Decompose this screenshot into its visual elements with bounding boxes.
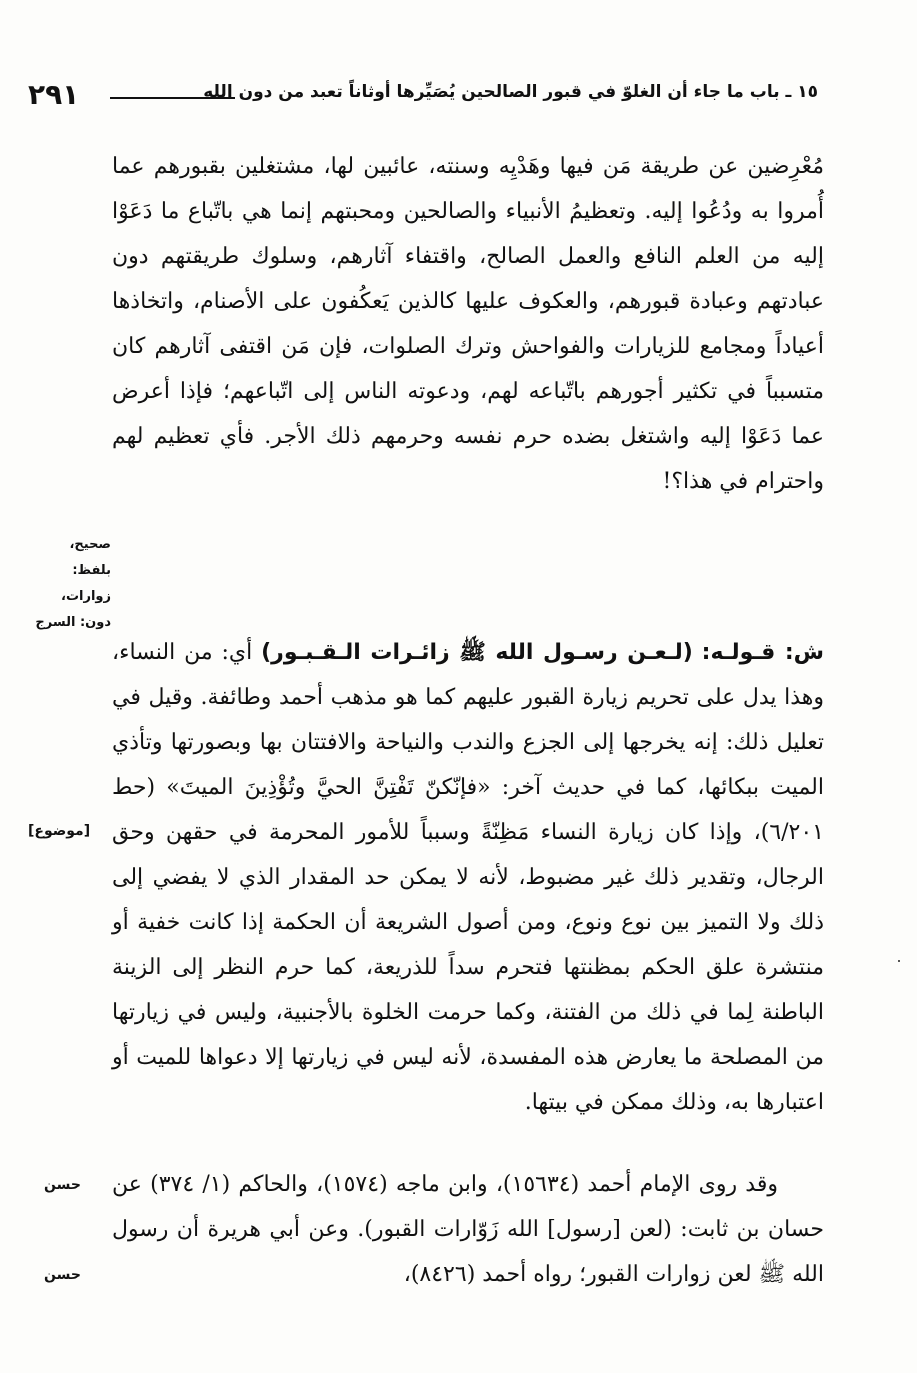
page-number: ٢٩١ — [28, 78, 80, 111]
hadith-quote: (لـعـن رسـول الله ﷺ زائـرات الـقـبـور) — [261, 640, 693, 665]
margin-speck — [898, 960, 900, 962]
paragraph-explanation — [112, 630, 824, 1125]
paragraph-narrations — [112, 1162, 824, 1297]
paragraph-text: مُعْرِضين عن طريقة مَن فيها وهَدْيِه وسنته، عائبين لها، مشتغلين بقبورهم عما أُمروا به ودُعُوا إليه. وتعظيمُ الأنبياء والصالحين ومحبتهم إنما هي باتّباع ما دَعَوْا إليه من العلم النافع والعمل الصالح، واقتفاء آثارهم، وسلوك طريقتهم دون عبادتهم وعبادة قبورهم، والعكوف عليها كالذين يَعكُفون على الأصنام، واتخاذها أعياداً ومجامع للزيارات والفواحش وترك الصلوات، فإن مَن اقتفى آثارهم كان متسبباً في تكثير أجورهم باتّباعه لهم، ودعوته الناس إلى اتّباعهم؛ فإذا أعرض عما دَعَوْا إليه واشتغل بضده حرم نفسه وحرمهم ذلك الأجر. فأي تعظيم لهم واحترام في هذا؟! — [112, 154, 824, 494]
paragraph-text: أي: من النساء، وهذا يدل على تحريم زيارة القبور عليهم كما هو مذهب أحمد وطائفة. وقيل في تعليل ذلك: إنه يخرجها إلى الجزع والندب والنياحة والافتتان بها وبصورتها وتأذي الميت ببكائها، كما في حديث آخر: «فإنّكنّ تَفْتِنَّ الحيَّ وتُؤْذِينَ الميتَ» (حط ٦/٢٠١)، وإذا كان زيارة النساء مَظِنّةً وسبباً للأمور المحرمة في حقهن وحق الرجال، وتقدير ذلك غير مضبوط، لأنه لا يمكن حد المقدار الذي لا يفضي إلى ذلك ولا التميز بين نوع ونوع، ومن أصول الشريعة أن الحكمة إذا كانت خفية أو منتشرة علق الحكم بمظنتها فتحرم سداً للذريعة، كما حرم النظر إلى الزينة الباطنة لِما في ذلك من الفتنة، وكما حرمت الخلوة بالأجنبية، وليس في زيارتها من المصلحة ما يعارض هذه المفسدة، لأنه ليس في زيارتها إلا دعواها للميت أو اعتبارها به، وذلك ممكن في بيتها. — [112, 640, 824, 1115]
paragraph-text: وقد روى الإمام أحمد (١٥٦٣٤)، وابن ماجه (١٥٧٤)، والحاكم (١/ ٣٧٤) عن حسان بن ثابت: (لعن [رسول] الله زَوّارات القبور). وعن أبي هريرة أن رسول الله ﷺ لعن زوارات القبور؛ رواه أحمد (٨٤٢٦)، — [112, 1172, 824, 1287]
grade-mawdu-note: [موضوع] — [28, 823, 91, 839]
grade-hasan-note-2: حسن — [44, 1267, 81, 1283]
explanation-lead: ش: قـولـه: — [701, 640, 825, 665]
running-title: ١٥ ـ باب ما جاء أن الغلوّ في قبور الصالحين يُصَيِّرها أوثاناً تعبد من دون الله — [203, 82, 818, 102]
paragraph-commentary-end — [112, 144, 824, 504]
grade-note-line: بلفظ: — [72, 563, 111, 578]
hadith-grade-note — [35, 532, 111, 636]
grade-hasan-note-1: حسن — [44, 1177, 81, 1193]
grade-note-line: دون: السرج — [35, 615, 111, 630]
page-header — [28, 78, 818, 118]
grade-note-line: زوارات، — [61, 589, 111, 604]
grade-note-line: صحيح، — [69, 537, 111, 552]
